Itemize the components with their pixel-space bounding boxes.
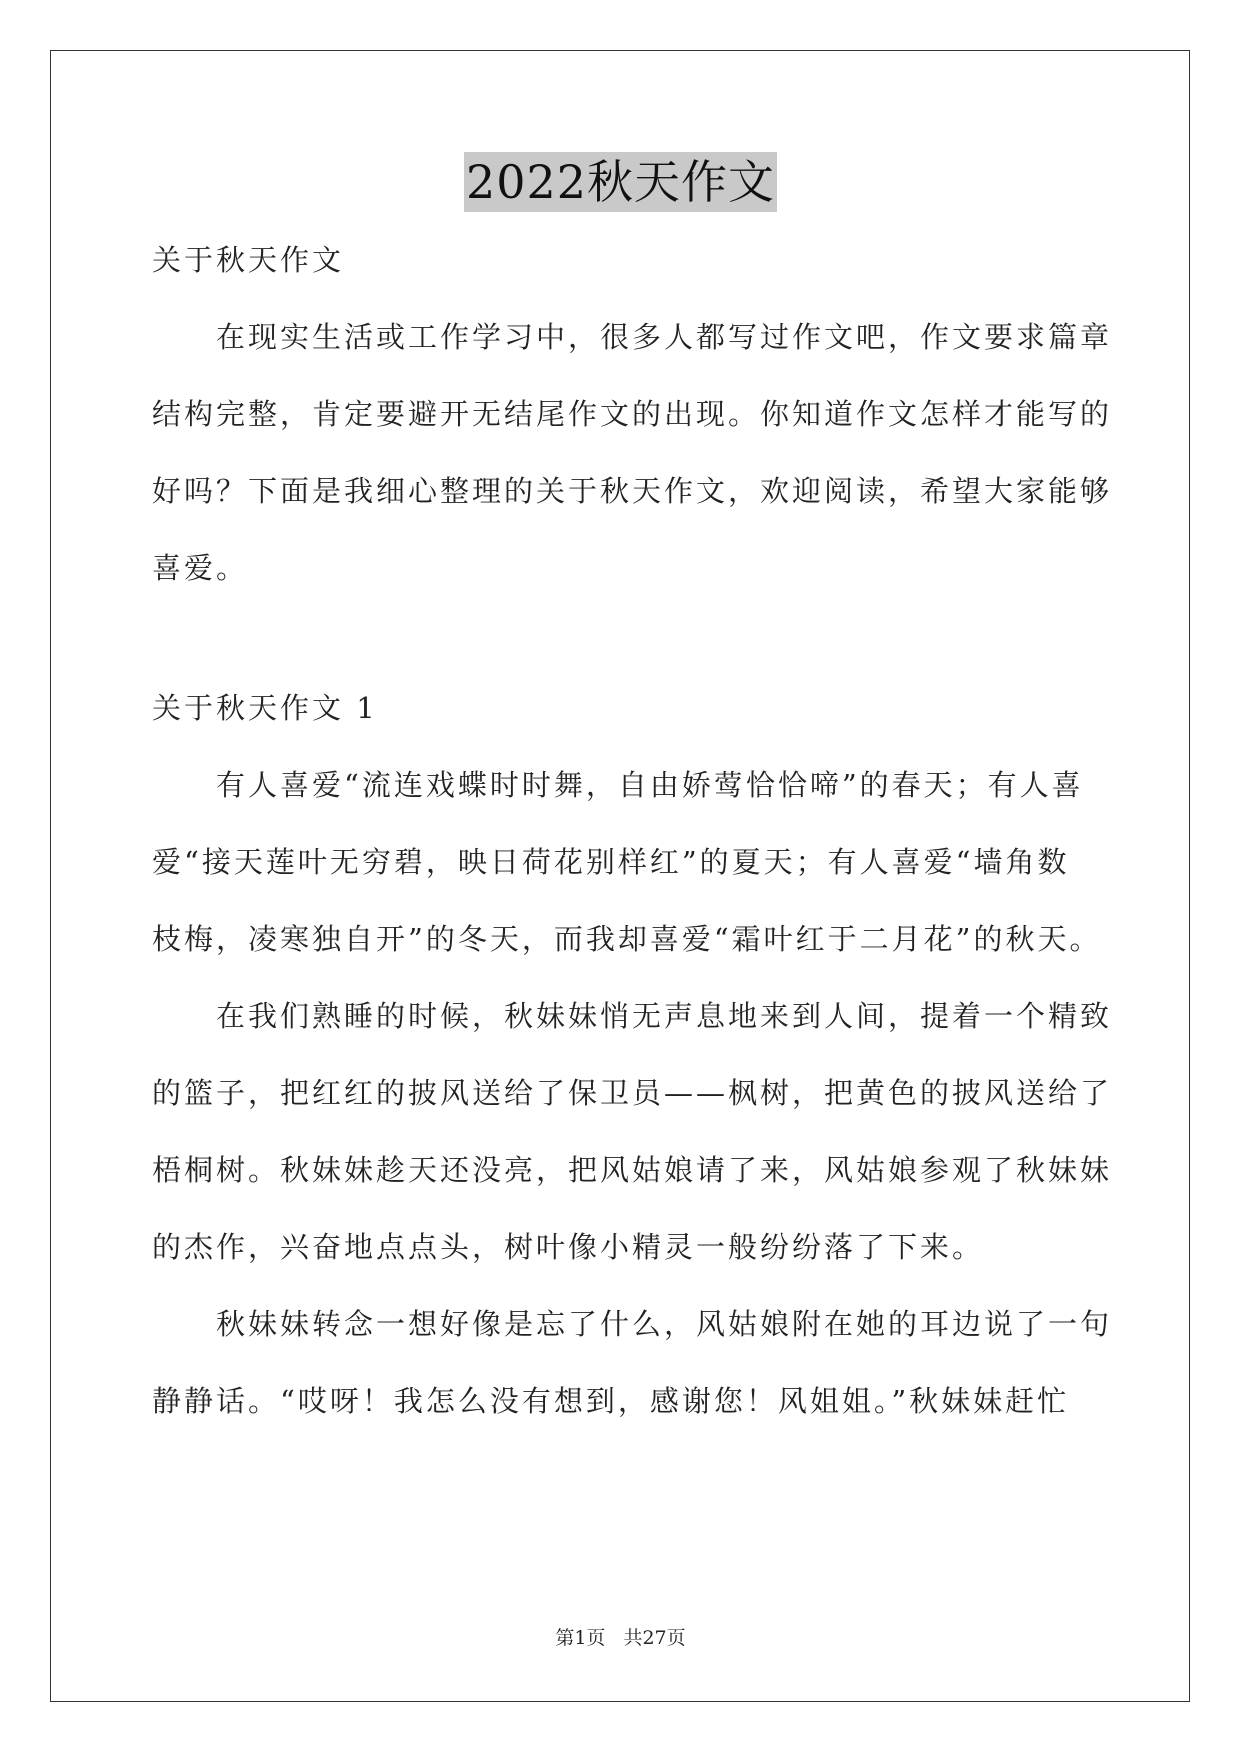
paragraph-line: 秋妹妹转念一想好像是忘了什么，风姑娘附在她的耳边说了一句 bbox=[216, 1307, 1113, 1341]
title-container bbox=[0, 152, 1241, 212]
paragraph-line: 结构完整，肯定要避开无结尾作文的出现。你知道作文怎样才能写的 bbox=[152, 397, 1113, 431]
document-body bbox=[152, 228, 1113, 1446]
paragraph-line: 爱“接天莲叶无穷碧，映日荷花别样红”的夏天；有人喜爱“墙角数 bbox=[152, 845, 1070, 879]
paragraph-line: 的篮子，把红红的披风送给了保卫员——枫树，把黄色的披风送给了 bbox=[152, 1076, 1113, 1110]
paragraph-line: 的杰作，兴奋地点点头，树叶像小精灵一般纷纷落了下来。 bbox=[152, 1230, 985, 1264]
page-number: 第1页 bbox=[555, 1627, 606, 1649]
paragraph-line: 有人喜爱“流连戏蝶时时舞，自由娇莺恰恰啼”的春天；有人喜 bbox=[216, 768, 1084, 802]
page-total: 共27页 bbox=[623, 1627, 686, 1649]
paragraph-line: 枝梅，凌寒独自开”的冬天，而我却喜爱“霜叶红于二月花”的秋天。 bbox=[152, 922, 1102, 956]
paragraph-line: 在现实生活或工作学习中，很多人都写过作文吧，作文要求篇章 bbox=[216, 320, 1113, 354]
paragraph-line: 喜爱。 bbox=[152, 551, 249, 585]
paragraph-line: 梧桐树。秋妹妹趁天还没亮，把风姑娘请了来，风姑娘参观了秋妹妹 bbox=[152, 1153, 1113, 1187]
paragraph-line: 静静话。“哎呀！我怎么没有想到，感谢您！风姐姐。”秋妹妹赶忙 bbox=[152, 1384, 1070, 1418]
section-heading: 关于秋天作文 bbox=[152, 243, 345, 277]
paragraph-line: 在我们熟睡的时候，秋妹妹悄无声息地来到人间，提着一个精致 bbox=[216, 999, 1113, 1033]
paragraph-line: 好吗？下面是我细心整理的关于秋天作文，欢迎阅读，希望大家能够 bbox=[152, 474, 1113, 508]
section-heading: 关于秋天作文 1 bbox=[152, 691, 378, 725]
document-title: 2022秋天作文 bbox=[464, 152, 777, 212]
spacer bbox=[152, 613, 1092, 676]
page-footer bbox=[0, 1623, 1241, 1650]
